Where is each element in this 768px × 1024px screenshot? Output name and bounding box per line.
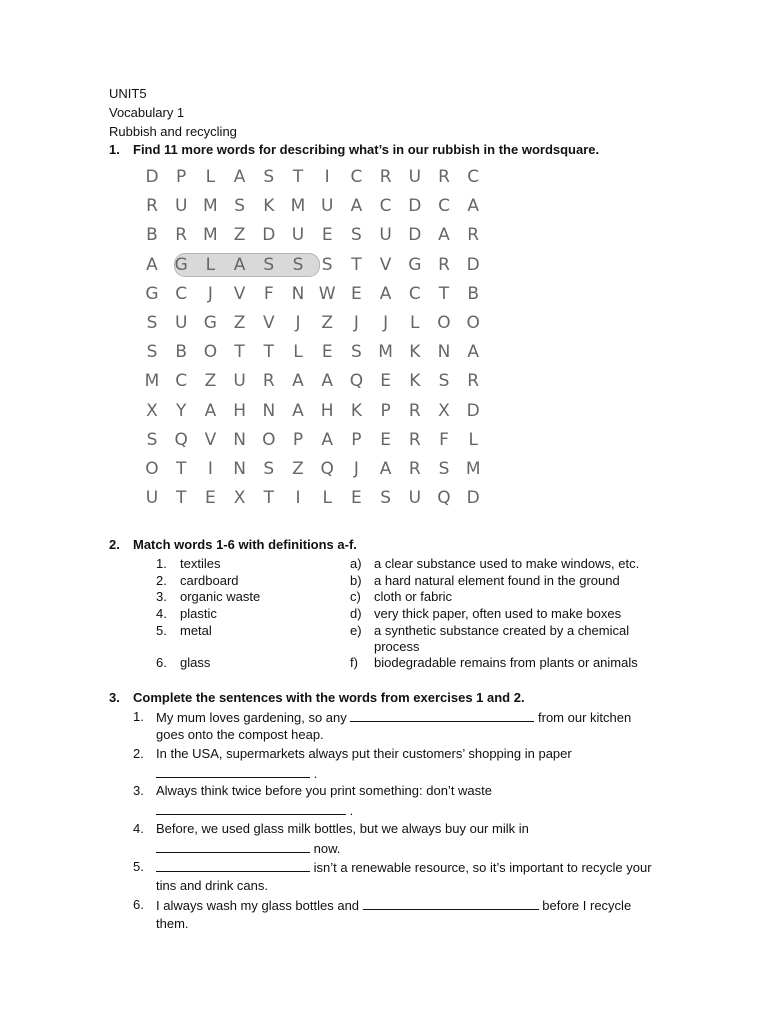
vocabulary-label: Vocabulary 1	[109, 105, 185, 120]
grid-letter[interactable]: S	[263, 459, 275, 479]
word-item: plastic	[180, 606, 217, 621]
grid-letter[interactable]: Z	[321, 313, 334, 333]
grid-letter[interactable]: B	[175, 342, 188, 363]
grid-letter[interactable]: Z	[292, 459, 304, 479]
answer-blank[interactable]	[156, 859, 310, 872]
unit-label: UNIT5	[109, 86, 147, 101]
grid-letter[interactable]: G	[174, 254, 188, 275]
grid-letter[interactable]: A	[204, 400, 217, 421]
ex3-number: 3.	[109, 690, 120, 705]
grid-letter[interactable]: E	[205, 488, 216, 509]
grid-letter[interactable]: S	[438, 371, 450, 392]
grid-letter[interactable]: S	[321, 254, 333, 275]
grid-letter[interactable]: M	[290, 196, 306, 217]
answer-blank[interactable]	[350, 709, 534, 722]
definition-letter: e)	[350, 623, 362, 638]
grid-letter[interactable]: Z	[233, 313, 246, 333]
grid-letter[interactable]: O	[262, 429, 276, 450]
grid-letter[interactable]: D	[408, 196, 422, 217]
sentence-number: 2.	[133, 746, 144, 761]
grid-letter[interactable]: E	[321, 225, 333, 246]
grid-letter[interactable]: L	[205, 167, 216, 187]
word-number: 5.	[156, 623, 167, 638]
grid-letter[interactable]: N	[262, 400, 276, 421]
grid-letter[interactable]: H	[233, 400, 246, 421]
grid-letter[interactable]: O	[203, 342, 218, 363]
grid-letter[interactable]: U	[233, 371, 246, 392]
grid-letter[interactable]: F	[439, 429, 449, 450]
ex3-instruction: Complete the sentences with the words from exercises 1 and 2.	[133, 690, 525, 705]
grid-letter[interactable]: J	[383, 313, 389, 333]
grid-letter[interactable]: V	[262, 313, 275, 333]
grid-letter[interactable]: T	[234, 342, 245, 363]
grid-letter[interactable]: L	[205, 254, 216, 275]
word-item: cardboard	[180, 573, 239, 588]
grid-letter[interactable]: A	[321, 429, 333, 450]
word-item: textiles	[180, 556, 221, 571]
grid-letter[interactable]: R	[379, 167, 392, 187]
sentence-number: 3.	[133, 783, 144, 798]
grid-letter[interactable]: S	[146, 313, 158, 333]
grid-letter[interactable]: K	[263, 196, 275, 217]
sentence-number: 1.	[133, 709, 144, 724]
grid-letter[interactable]: U	[174, 196, 188, 217]
grid-letter[interactable]: Q	[349, 371, 364, 392]
sentence-line	[156, 765, 317, 782]
definition-letter: a)	[350, 556, 362, 571]
sentence-text: now.	[313, 841, 341, 856]
grid-letter[interactable]: D	[466, 400, 480, 421]
grid-letter[interactable]: T	[263, 342, 274, 363]
answer-blank[interactable]	[156, 765, 310, 778]
sentence-continuation: tins and drink cans.	[156, 878, 269, 893]
grid-letter[interactable]: D	[262, 225, 276, 246]
grid-letter[interactable]: Y	[175, 400, 187, 421]
grid-letter[interactable]: S	[263, 254, 275, 275]
grid-letter[interactable]: C	[350, 167, 363, 187]
grid-letter[interactable]: C	[175, 283, 188, 304]
grid-letter[interactable]: T	[175, 488, 187, 509]
grid-letter[interactable]: U	[145, 488, 159, 509]
grid-letter[interactable]: E	[380, 429, 391, 450]
sentence-text: I always wash my glass bottles and	[156, 898, 360, 913]
sentence-text: .	[349, 803, 354, 818]
grid-letter[interactable]: X	[233, 488, 246, 509]
grid-letter[interactable]: E	[321, 342, 333, 363]
grid-letter[interactable]: S	[146, 429, 158, 450]
sentence-text: Always think twice before you print something: don’t waste	[156, 783, 493, 798]
grid-letter[interactable]: W	[318, 283, 336, 304]
grid-letter[interactable]: L	[410, 313, 420, 333]
topic-label: Rubbish and recycling	[109, 124, 237, 139]
grid-letter[interactable]: J	[295, 313, 301, 333]
grid-letter[interactable]: R	[438, 254, 450, 275]
sentence-line	[156, 859, 652, 876]
sentence-text: Before, we used glass milk bottles, but we always buy our milk in	[156, 821, 529, 836]
grid-letter[interactable]: L	[322, 488, 332, 509]
ex2-instruction: Match words 1-6 with definitions a-f.	[133, 537, 357, 552]
grid-letter[interactable]: J	[207, 283, 213, 304]
grid-letter[interactable]: R	[408, 429, 421, 450]
grid-letter[interactable]: E	[351, 488, 362, 509]
sentence-continuation: goes onto the compost heap.	[156, 727, 324, 742]
grid-letter[interactable]: M	[378, 342, 393, 363]
word-number: 3.	[156, 589, 167, 604]
grid-letter[interactable]: O	[466, 313, 480, 333]
grid-letter[interactable]: S	[438, 459, 450, 479]
grid-letter[interactable]: P	[351, 429, 362, 450]
grid-letter[interactable]: P	[292, 429, 304, 450]
grid-letter[interactable]: T	[292, 167, 304, 187]
grid-letter[interactable]: Q	[437, 488, 451, 509]
definition-text: very thick paper, often used to make boxes	[374, 606, 622, 621]
grid-letter[interactable]: R	[146, 196, 158, 217]
grid-letter[interactable]: Q	[320, 459, 334, 479]
grid-letter[interactable]: A	[292, 371, 304, 392]
grid-letter[interactable]: C	[408, 283, 421, 304]
grid-letter[interactable]: Z	[233, 225, 246, 246]
sentence-text: isn’t a renewable resource, so it’s important to recycle your	[313, 860, 652, 875]
grid-letter[interactable]: G	[203, 313, 217, 333]
grid-letter[interactable]: C	[175, 371, 188, 392]
word-item: metal	[180, 623, 212, 638]
sentence-number: 6.	[133, 897, 144, 912]
grid-letter[interactable]: R	[467, 225, 480, 246]
grid-letter[interactable]: R	[408, 459, 421, 479]
sentence-number: 5.	[133, 859, 144, 874]
word-item: glass	[180, 655, 211, 670]
answer-blank[interactable]	[156, 802, 346, 815]
grid-letter[interactable]: B	[146, 225, 158, 246]
grid-letter[interactable]: E	[380, 371, 391, 392]
grid-letter[interactable]: C	[467, 167, 480, 187]
grid-letter[interactable]: A	[233, 254, 246, 275]
ex1-instruction: Find 11 more words for describing what’s in our rubbish in the wordsquare.	[133, 142, 600, 157]
grid-letter[interactable]: X	[146, 400, 158, 421]
grid-letter[interactable]: S	[263, 167, 275, 187]
grid-letter[interactable]: T	[438, 283, 450, 304]
sentence-text: My mum loves gardening, so any	[156, 710, 347, 725]
definition-text: a hard natural element found in the ground	[374, 573, 620, 588]
grid-letter[interactable]: I	[295, 488, 301, 509]
grid-letter[interactable]: S	[350, 225, 362, 246]
grid-letter[interactable]: T	[175, 459, 187, 479]
grid-letter[interactable]: G	[408, 254, 422, 275]
grid-letter[interactable]: U	[408, 167, 422, 187]
grid-letter[interactable]: C	[438, 196, 450, 217]
sentence-line	[156, 897, 631, 914]
grid-letter[interactable]: M	[465, 459, 481, 479]
definition-letter: f)	[350, 655, 358, 670]
grid-letter[interactable]: S	[146, 342, 158, 363]
word-number: 6.	[156, 655, 167, 670]
definition-text: a clear substance used to make windows, etc.	[374, 556, 640, 571]
sentence-text: from our kitchen	[538, 710, 632, 725]
word-number: 4.	[156, 606, 167, 621]
grid-letter[interactable]: A	[292, 400, 304, 421]
definition-text: a synthetic substance created by a chemical	[374, 623, 630, 638]
answer-blank[interactable]	[156, 840, 310, 853]
grid-letter[interactable]: D	[145, 167, 159, 187]
grid-letter[interactable]: A	[438, 225, 450, 246]
answer-blank[interactable]	[363, 897, 539, 910]
grid-letter[interactable]: V	[204, 429, 217, 450]
grid-letter[interactable]: Z	[204, 371, 217, 392]
sentence-number: 4.	[133, 821, 144, 836]
word-number: 1.	[156, 556, 167, 571]
grid-letter[interactable]: R	[467, 371, 480, 392]
word-number: 2.	[156, 573, 167, 588]
grid-letter[interactable]: V	[233, 283, 246, 304]
grid-letter[interactable]: O	[145, 459, 159, 479]
grid-letter[interactable]: U	[174, 313, 188, 333]
grid-letter[interactable]: U	[408, 488, 422, 509]
grid-letter[interactable]: L	[293, 342, 303, 363]
grid-letter[interactable]: I	[324, 167, 330, 187]
grid-letter[interactable]: U	[291, 225, 305, 246]
definition-letter: b)	[350, 573, 362, 588]
definition-text: cloth or fabric	[374, 589, 453, 604]
grid-letter[interactable]: U	[379, 225, 392, 246]
grid-letter[interactable]: M	[203, 225, 218, 246]
grid-letter[interactable]: S	[292, 254, 304, 275]
definition-text: biodegradable remains from plants or animals	[374, 655, 638, 670]
grid-letter[interactable]: O	[437, 313, 451, 333]
grid-letter[interactable]: K	[409, 371, 421, 392]
grid-letter[interactable]: K	[350, 400, 362, 421]
grid-letter[interactable]: X	[438, 400, 450, 421]
grid-letter[interactable]: R	[175, 225, 188, 246]
sentence-text: before I recycle	[542, 898, 632, 913]
grid-letter[interactable]: R	[408, 400, 421, 421]
grid-letter[interactable]: A	[321, 371, 333, 392]
grid-letter[interactable]: D	[466, 488, 480, 509]
grid-letter[interactable]: V	[379, 254, 392, 275]
grid-letter[interactable]: D	[408, 225, 422, 246]
grid-letter[interactable]: P	[176, 167, 187, 187]
definition-text-continued: process	[374, 639, 420, 654]
grid-letter[interactable]: L	[468, 429, 478, 450]
grid-letter[interactable]: A	[146, 254, 158, 275]
ex1-number: 1.	[109, 142, 120, 157]
sentence-continuation: them.	[156, 916, 189, 931]
grid-letter[interactable]: A	[467, 342, 479, 363]
sentence-text: .	[313, 766, 318, 781]
grid-letter[interactable]: P	[380, 400, 391, 421]
grid-letter[interactable]: H	[320, 400, 334, 421]
ex2-number: 2.	[109, 537, 120, 552]
grid-letter[interactable]: E	[351, 283, 362, 304]
grid-letter[interactable]: R	[262, 371, 275, 392]
grid-letter[interactable]: N	[233, 459, 246, 479]
grid-letter[interactable]: R	[438, 167, 450, 187]
grid-letter[interactable]: M	[203, 196, 218, 217]
word-item: organic waste	[180, 589, 261, 604]
grid-letter[interactable]: N	[437, 342, 451, 363]
definition-letter: d)	[350, 606, 362, 621]
grid-letter[interactable]: F	[263, 283, 274, 304]
grid-letter[interactable]: J	[353, 459, 359, 479]
grid-letter[interactable]: N	[291, 283, 305, 304]
grid-letter[interactable]: C	[379, 196, 392, 217]
grid-letter[interactable]: S	[234, 196, 245, 217]
grid-letter[interactable]: A	[379, 459, 392, 479]
grid-letter[interactable]: A	[233, 167, 246, 187]
sentence-text: In the USA, supermarkets always put their customers’ shopping in paper	[156, 746, 572, 761]
grid-letter[interactable]: T	[351, 254, 362, 275]
grid-letter[interactable]: I	[207, 459, 213, 479]
grid-letter[interactable]: S	[380, 488, 391, 509]
grid-letter[interactable]: T	[263, 488, 274, 509]
grid-letter[interactable]: G	[145, 283, 159, 304]
grid-letter[interactable]: U	[320, 196, 334, 217]
grid-letter[interactable]: B	[467, 283, 480, 304]
grid-letter[interactable]: K	[409, 342, 421, 363]
sentence-line	[156, 709, 631, 726]
grid-letter[interactable]: N	[233, 429, 246, 450]
grid-letter[interactable]: A	[350, 196, 363, 217]
grid-letter[interactable]: J	[353, 313, 359, 333]
sentence-line	[156, 802, 353, 819]
definition-letter: c)	[350, 589, 361, 604]
grid-letter[interactable]: D	[466, 254, 480, 275]
grid-letter[interactable]: A	[467, 196, 479, 217]
grid-letter[interactable]: M	[144, 371, 160, 392]
sentence-line	[156, 840, 340, 857]
grid-letter[interactable]: Q	[174, 429, 188, 450]
grid-letter[interactable]: A	[379, 283, 392, 304]
grid-letter[interactable]: S	[350, 342, 362, 363]
